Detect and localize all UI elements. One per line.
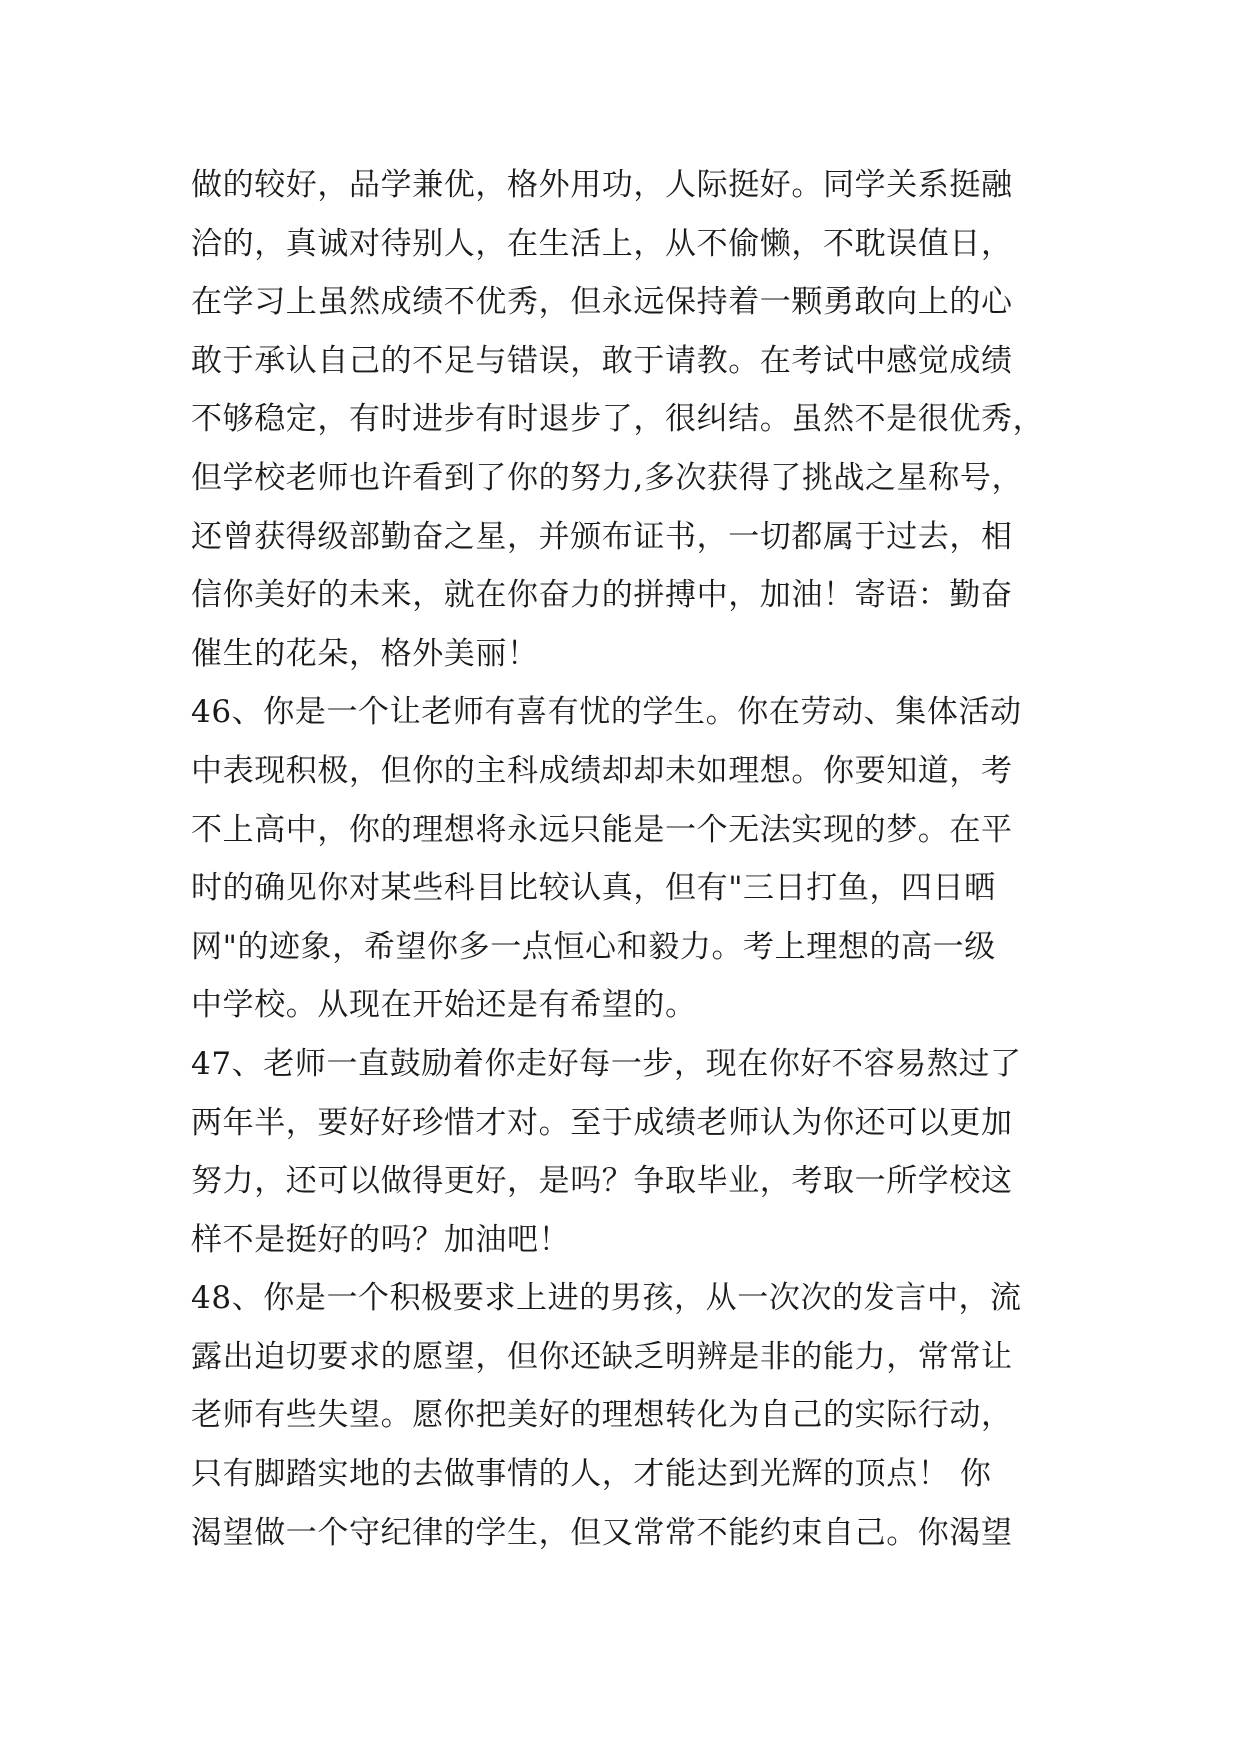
text-line: 中表现积极，但你的主科成绩却却未如理想。你要知道，考 xyxy=(191,752,1013,789)
text-line: 两年半，要好好珍惜才对。至于成绩老师认为你还可以更加 xyxy=(191,1104,1013,1141)
text-line: 只有脚踏实地的去做事情的人，才能达到光辉的顶点！ 你 xyxy=(191,1456,992,1493)
text-line: 还曾获得级部勤奋之星，并颁布证书，一切都属于过去，相 xyxy=(191,518,1013,555)
text-line: 做的较好，品学兼优，格外用功，人际挺好。同学关系挺融 xyxy=(191,167,1013,203)
text-line: 但学校老师也许看到了你的努力,多次获得了挑战之星称号， xyxy=(191,459,1024,496)
text-line: 催生的花朵，格外美丽！ xyxy=(191,635,539,672)
text-line: 渴望做一个守纪律的学生，但又常常不能约束自己。你渴望 xyxy=(191,1514,1013,1551)
text-line: 不够稳定，有时进步有时退步了，很纠结。虽然不是很优秀， xyxy=(191,401,1045,438)
text-line: 样不是挺好的吗？加油吧！ xyxy=(191,1221,571,1258)
text-line: 46、你是一个让老师有喜有忧的学生。你在劳动、集体活动 xyxy=(191,694,1022,731)
text-line: 47、老师一直鼓励着你走好每一步，现在你好不容易熬过了 xyxy=(191,1045,1022,1082)
text-line: 48、你是一个积极要求上进的男孩，从一次次的发言中，流 xyxy=(191,1280,1022,1317)
text-line: 时的确见你对某些科目比较认真，但有"三日打鱼，四日晒 xyxy=(191,870,996,907)
text-line: 不上高中，你的理想将永远只能是一个无法实现的梦。在平 xyxy=(191,811,1013,848)
text-line: 老师有些失望。愿你把美好的理想转化为自己的实际行动， xyxy=(191,1397,1013,1434)
text-line: 信你美好的未来，就在你奋力的拼搏中，加油！寄语：勤奋 xyxy=(191,577,1013,614)
text-line: 网"的迹象，希望你多一点恒心和毅力。考上理想的高一级 xyxy=(191,928,996,965)
text-line: 露出迫切要求的愿望，但你还缺乏明辨是非的能力，常常让 xyxy=(191,1338,1013,1375)
text-line: 在学习上虽然成绩不优秀，但永远保持着一颗勇敢向上的心 xyxy=(191,284,1013,321)
text-line: 努力，还可以做得更好，是吗？争取毕业，考取一所学校这 xyxy=(191,1163,1013,1200)
text-line: 洽的，真诚对待别人，在生活上，从不偷懒，不耽误值日， xyxy=(191,225,1013,262)
text-line: 敢于承认自己的不足与错误，敢于请教。在考试中感觉成绩 xyxy=(191,342,1013,379)
text-line: 中学校。从现在开始还是有希望的。 xyxy=(191,987,697,1024)
document-body xyxy=(191,156,1071,1562)
